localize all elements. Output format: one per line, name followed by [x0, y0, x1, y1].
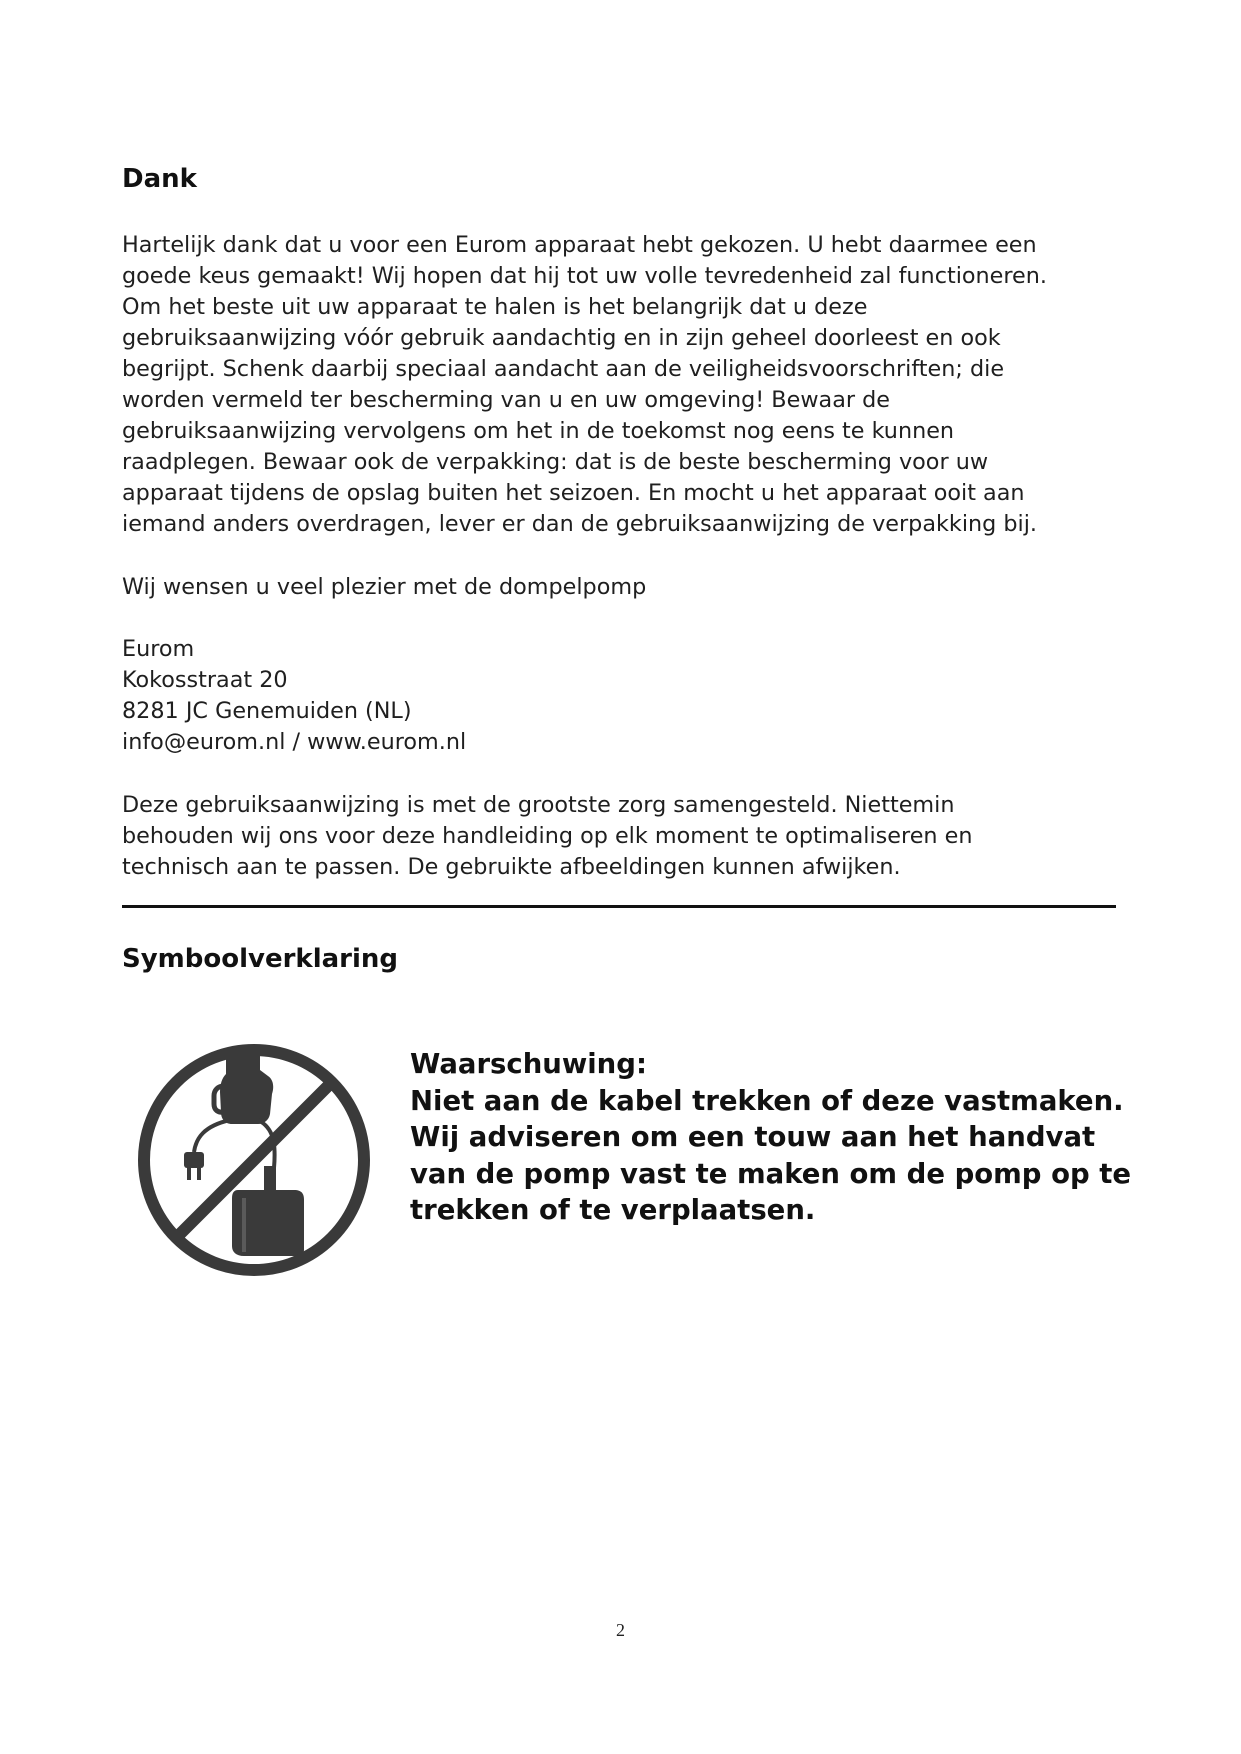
warning-line: van de pomp vast te maken om de pomp op te	[410, 1157, 1132, 1190]
section-title: Dank	[122, 164, 197, 194]
street-address: Kokosstraat 20	[122, 667, 288, 693]
city-address: 8281 JC Genemuiden (NL)	[122, 698, 412, 724]
intro-line: apparaat tijdens de opslag buiten het seizoen. En mocht u het apparaat ooit aan	[122, 480, 1025, 506]
disclaimer-line: Deze gebruiksaanwijzing is met de grootste zorg samengesteld. Niettemin	[122, 792, 955, 818]
intro-line: Om het beste uit uw apparaat te halen is het belangrijk dat u deze	[122, 294, 868, 320]
intro-line: Hartelijk dank dat u voor een Eurom apparaat hebt gekozen. U hebt daarmee een	[122, 232, 1037, 258]
disclaimer-line: technisch aan te passen. De gebruikte afbeeldingen kunnen afwijken.	[122, 854, 901, 880]
intro-line: begrijpt. Schenk daarbij speciaal aandacht aan de veiligheidsvoorschriften; die	[122, 356, 1005, 382]
intro-line: worden vermeld ter bescherming van u en uw omgeving! Bewaar de	[122, 387, 891, 413]
page-number: 2	[616, 1620, 625, 1640]
warning-line: Niet aan de kabel trekken of deze vastmaken.	[410, 1084, 1124, 1117]
section-divider	[122, 905, 1116, 908]
intro-line: iemand anders overdragen, lever er dan de gebruiksaanwijzing de verpakking bij.	[122, 511, 1038, 537]
warning-line: trekken of te verplaatsen.	[410, 1194, 816, 1226]
no-pulling-cable-icon	[134, 1040, 374, 1280]
company-address	[122, 634, 1132, 758]
intro-line: goede keus gemaakt! Wij hopen dat hij tot uw volle tevredenheid zal functioneren.	[122, 263, 1047, 289]
company-name: Eurom	[122, 636, 195, 662]
symbols-title: Symboolverklaring	[122, 944, 399, 974]
wish-line: Wij wensen u veel plezier met de dompelpomp	[122, 574, 647, 600]
warning-line: Wij adviseren om een touw aan het handvat	[410, 1121, 1096, 1153]
warning-text	[410, 1046, 1150, 1229]
contact-info: info@eurom.nl / www.eurom.nl	[122, 729, 467, 755]
intro-paragraph	[122, 230, 1132, 540]
intro-line: raadplegen. Bewaar ook de verpakking: dat is de beste bescherming voor uw	[122, 449, 989, 475]
disclaimer-line: behouden wij ons voor deze handleiding op elk moment te optimaliseren en	[122, 823, 973, 849]
intro-line: gebruiksaanwijzing vóór gebruik aandachtig en in zijn geheel doorleest en ook	[122, 325, 1001, 351]
intro-line: gebruiksaanwijzing vervolgens om het in de toekomst nog eens te kunnen	[122, 418, 955, 444]
disclaimer-paragraph	[122, 790, 1132, 883]
warning-label: Waarschuwing:	[410, 1048, 647, 1080]
